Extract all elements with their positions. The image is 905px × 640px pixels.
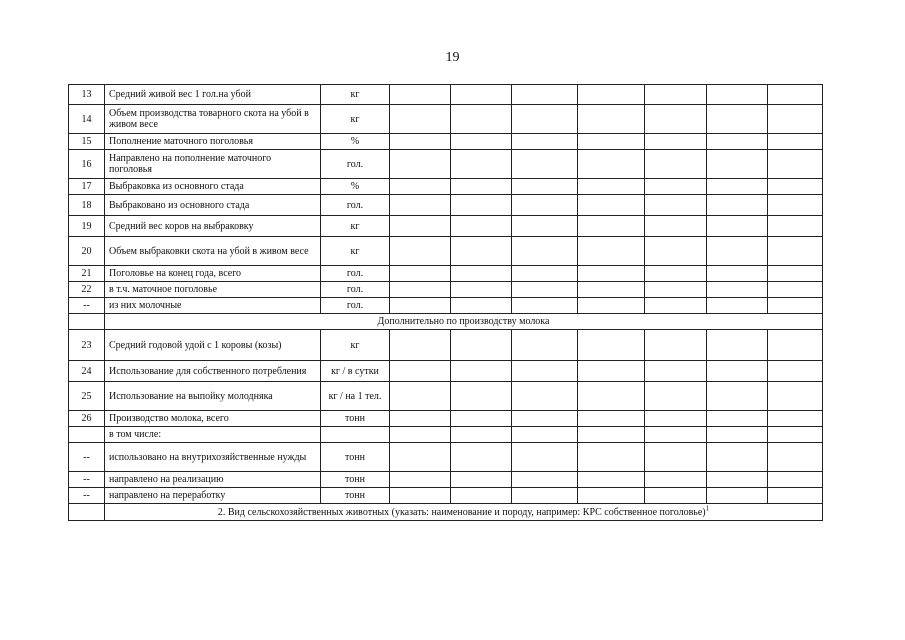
value-cell[interactable] <box>768 298 823 314</box>
value-cell[interactable] <box>645 179 707 195</box>
value-cell[interactable] <box>707 134 768 150</box>
value-cell[interactable] <box>512 443 578 472</box>
row-number: 21 <box>69 266 105 282</box>
row-number: 17 <box>69 179 105 195</box>
value-cell[interactable] <box>645 298 707 314</box>
value-cell[interactable] <box>645 105 707 134</box>
row-unit: кг / на 1 тел. <box>321 382 390 411</box>
row-number: 22 <box>69 282 105 298</box>
value-cell[interactable] <box>578 179 645 195</box>
value-cell[interactable] <box>390 195 451 216</box>
value-cell[interactable] <box>390 216 451 237</box>
row-number: 25 <box>69 382 105 411</box>
value-cell[interactable] <box>707 85 768 105</box>
row-number: -- <box>69 443 105 472</box>
row-number: 24 <box>69 361 105 382</box>
value-cell[interactable] <box>512 472 578 488</box>
value-cell[interactable] <box>578 105 645 134</box>
value-cell[interactable] <box>451 488 512 504</box>
value-cell[interactable] <box>451 472 512 488</box>
value-cell[interactable] <box>707 216 768 237</box>
row-unit: кг <box>321 216 390 237</box>
row-label: Поголовье на конец года, всего <box>105 266 321 282</box>
value-cell[interactable] <box>768 472 823 488</box>
table-row <box>69 150 823 179</box>
row-number: -- <box>69 298 105 314</box>
value-cell[interactable] <box>768 488 823 504</box>
value-cell[interactable] <box>578 443 645 472</box>
value-cell[interactable] <box>451 237 512 266</box>
value-cell[interactable] <box>578 134 645 150</box>
row-label: Выбраковано из основного стада <box>105 195 321 216</box>
table-row <box>69 179 823 195</box>
value-cell[interactable] <box>451 266 512 282</box>
value-cell[interactable] <box>512 266 578 282</box>
value-cell[interactable] <box>645 282 707 298</box>
value-cell[interactable] <box>390 179 451 195</box>
value-cell[interactable] <box>390 361 451 382</box>
value-cell[interactable] <box>707 195 768 216</box>
row-unit: % <box>321 179 390 195</box>
row-label: Направлено на пополнение маточного поголовья <box>105 150 321 179</box>
value-cell[interactable] <box>578 150 645 179</box>
value-cell[interactable] <box>768 330 823 361</box>
value-cell[interactable] <box>768 134 823 150</box>
value-cell[interactable] <box>768 85 823 105</box>
table-row <box>69 195 823 216</box>
value-cell[interactable] <box>390 282 451 298</box>
value-cell[interactable] <box>390 150 451 179</box>
value-cell[interactable] <box>707 150 768 179</box>
value-cell[interactable] <box>451 298 512 314</box>
value-cell[interactable] <box>390 427 451 443</box>
value-cell[interactable] <box>768 361 823 382</box>
value-cell[interactable] <box>390 488 451 504</box>
row-unit: кг <box>321 105 390 134</box>
value-cell[interactable] <box>451 330 512 361</box>
value-cell[interactable] <box>390 330 451 361</box>
value-cell[interactable] <box>451 105 512 134</box>
row-number: 23 <box>69 330 105 361</box>
row-number: 16 <box>69 150 105 179</box>
value-cell[interactable] <box>645 330 707 361</box>
section-number-cell <box>69 314 105 330</box>
value-cell[interactable] <box>707 488 768 504</box>
value-cell[interactable] <box>451 443 512 472</box>
value-cell[interactable] <box>768 443 823 472</box>
value-cell[interactable] <box>768 427 823 443</box>
value-cell[interactable] <box>768 282 823 298</box>
row-label: направлено на переработку <box>105 488 321 504</box>
value-cell[interactable] <box>451 179 512 195</box>
value-cell[interactable] <box>390 237 451 266</box>
table-row <box>69 427 823 443</box>
value-cell[interactable] <box>645 85 707 105</box>
value-cell[interactable] <box>512 411 578 427</box>
value-cell[interactable] <box>512 150 578 179</box>
value-cell[interactable] <box>645 427 707 443</box>
row-number: 13 <box>69 85 105 105</box>
row-number: -- <box>69 472 105 488</box>
value-cell[interactable] <box>645 266 707 282</box>
value-cell[interactable] <box>645 150 707 179</box>
row-unit: гол. <box>321 195 390 216</box>
row-label: Объем выбраковки скота на убой в живом весе <box>105 237 321 266</box>
value-cell[interactable] <box>768 150 823 179</box>
row-label: использовано на внутрихозяйственные нужды <box>105 443 321 472</box>
row-label: направлено на реализацию <box>105 472 321 488</box>
row-number: 19 <box>69 216 105 237</box>
row-unit: тонн <box>321 488 390 504</box>
value-cell[interactable] <box>578 361 645 382</box>
value-cell[interactable] <box>645 472 707 488</box>
value-cell[interactable] <box>645 382 707 411</box>
row-unit: тонн <box>321 472 390 488</box>
table-row <box>69 472 823 488</box>
value-cell[interactable] <box>512 134 578 150</box>
table-row <box>69 411 823 427</box>
value-cell[interactable] <box>768 216 823 237</box>
value-cell[interactable] <box>707 179 768 195</box>
row-label: Пополнение маточного поголовья <box>105 134 321 150</box>
value-cell[interactable] <box>707 266 768 282</box>
value-cell[interactable] <box>451 411 512 427</box>
value-cell[interactable] <box>451 361 512 382</box>
value-cell[interactable] <box>512 298 578 314</box>
row-unit: кг <box>321 237 390 266</box>
row-unit: % <box>321 134 390 150</box>
table-row <box>69 443 823 472</box>
value-cell[interactable] <box>578 237 645 266</box>
row-label: Производство молока, всего <box>105 411 321 427</box>
table-row <box>69 85 823 105</box>
value-cell[interactable] <box>578 411 645 427</box>
value-cell[interactable] <box>768 237 823 266</box>
value-cell[interactable] <box>645 134 707 150</box>
value-cell[interactable] <box>578 85 645 105</box>
value-cell[interactable] <box>578 266 645 282</box>
value-cell[interactable] <box>768 382 823 411</box>
value-cell[interactable] <box>512 488 578 504</box>
value-cell[interactable] <box>768 105 823 134</box>
row-unit: тонн <box>321 443 390 472</box>
value-cell[interactable] <box>707 382 768 411</box>
value-cell[interactable] <box>645 443 707 472</box>
livestock-table <box>68 84 823 521</box>
value-cell[interactable] <box>768 179 823 195</box>
value-cell[interactable] <box>390 105 451 134</box>
value-cell[interactable] <box>512 361 578 382</box>
value-cell[interactable] <box>707 443 768 472</box>
table-row <box>69 382 823 411</box>
value-cell[interactable] <box>512 85 578 105</box>
value-cell[interactable] <box>578 382 645 411</box>
value-cell[interactable] <box>707 237 768 266</box>
row-label: Средний вес коров на выбраковку <box>105 216 321 237</box>
row-number: 20 <box>69 237 105 266</box>
section-header-row <box>69 314 823 330</box>
value-cell[interactable] <box>512 179 578 195</box>
value-cell[interactable] <box>578 298 645 314</box>
value-cell[interactable] <box>578 216 645 237</box>
table-row <box>69 488 823 504</box>
row-unit: кг <box>321 330 390 361</box>
table-row <box>69 266 823 282</box>
value-cell[interactable] <box>512 382 578 411</box>
table-row <box>69 216 823 237</box>
row-number <box>69 427 105 443</box>
value-cell[interactable] <box>707 472 768 488</box>
value-cell[interactable] <box>451 150 512 179</box>
footer-caption <box>105 504 823 521</box>
table-row <box>69 282 823 298</box>
footnote-marker: 1 <box>705 504 710 513</box>
table-row <box>69 134 823 150</box>
value-cell[interactable] <box>645 411 707 427</box>
value-cell[interactable] <box>451 427 512 443</box>
table-row <box>69 105 823 134</box>
row-number: 14 <box>69 105 105 134</box>
value-cell[interactable] <box>512 216 578 237</box>
value-cell[interactable] <box>390 266 451 282</box>
value-cell[interactable] <box>512 427 578 443</box>
value-cell[interactable] <box>512 282 578 298</box>
value-cell[interactable] <box>390 85 451 105</box>
row-unit: гол. <box>321 298 390 314</box>
row-unit: гол. <box>321 282 390 298</box>
row-label: в т.ч. маточное поголовье <box>105 282 321 298</box>
row-number: 18 <box>69 195 105 216</box>
value-cell[interactable] <box>390 298 451 314</box>
value-cell[interactable] <box>451 195 512 216</box>
value-cell[interactable] <box>707 105 768 134</box>
table-row <box>69 330 823 361</box>
footer-row <box>69 504 823 521</box>
value-cell[interactable] <box>512 105 578 134</box>
value-cell[interactable] <box>578 330 645 361</box>
table-row <box>69 237 823 266</box>
row-unit <box>321 427 390 443</box>
row-label: Использование для собственного потребления <box>105 361 321 382</box>
value-cell[interactable] <box>390 443 451 472</box>
value-cell[interactable] <box>578 488 645 504</box>
table-row <box>69 298 823 314</box>
value-cell[interactable] <box>707 427 768 443</box>
value-cell[interactable] <box>451 282 512 298</box>
row-label: Использование на выпойку молодняка <box>105 382 321 411</box>
value-cell[interactable] <box>768 195 823 216</box>
value-cell[interactable] <box>512 195 578 216</box>
row-number: 26 <box>69 411 105 427</box>
value-cell[interactable] <box>390 134 451 150</box>
value-cell[interactable] <box>451 85 512 105</box>
value-cell[interactable] <box>768 266 823 282</box>
table-row <box>69 361 823 382</box>
row-unit: кг <box>321 85 390 105</box>
value-cell[interactable] <box>645 361 707 382</box>
value-cell[interactable] <box>512 237 578 266</box>
row-unit: гол. <box>321 150 390 179</box>
row-unit: гол. <box>321 266 390 282</box>
footer-number-cell <box>69 504 105 521</box>
value-cell[interactable] <box>645 216 707 237</box>
row-label: из них молочные <box>105 298 321 314</box>
row-number: 15 <box>69 134 105 150</box>
value-cell[interactable] <box>390 472 451 488</box>
value-cell[interactable] <box>707 330 768 361</box>
value-cell[interactable] <box>451 382 512 411</box>
value-cell[interactable] <box>451 134 512 150</box>
value-cell[interactable] <box>578 472 645 488</box>
row-unit: кг / в сутки <box>321 361 390 382</box>
row-label: Объем производства товарного скота на убой в живом весе <box>105 105 321 134</box>
row-number: -- <box>69 488 105 504</box>
value-cell[interactable] <box>578 282 645 298</box>
value-cell[interactable] <box>707 411 768 427</box>
value-cell[interactable] <box>451 216 512 237</box>
value-cell[interactable] <box>645 195 707 216</box>
value-cell[interactable] <box>707 298 768 314</box>
row-label: Выбраковка из основного стада <box>105 179 321 195</box>
value-cell[interactable] <box>707 282 768 298</box>
page-number: 19 <box>445 50 460 65</box>
value-cell[interactable] <box>512 330 578 361</box>
value-cell[interactable] <box>645 488 707 504</box>
value-cell[interactable] <box>390 382 451 411</box>
section-title: Дополнительно по производству молока <box>105 314 823 330</box>
value-cell[interactable] <box>578 427 645 443</box>
value-cell[interactable] <box>578 195 645 216</box>
row-unit: тонн <box>321 411 390 427</box>
value-cell[interactable] <box>645 237 707 266</box>
value-cell[interactable] <box>390 411 451 427</box>
value-cell[interactable] <box>707 361 768 382</box>
row-label: в том числе: <box>105 427 321 443</box>
row-label: Средний живой вес 1 гол.на убой <box>105 85 321 105</box>
row-label: Средний годовой удой с 1 коровы (козы) <box>105 330 321 361</box>
value-cell[interactable] <box>768 411 823 427</box>
footer-caption-text: 2. Вид сельскохозяйственных животных (указать: наименование и породу, например: КРС собственное поголовье) <box>217 506 706 518</box>
